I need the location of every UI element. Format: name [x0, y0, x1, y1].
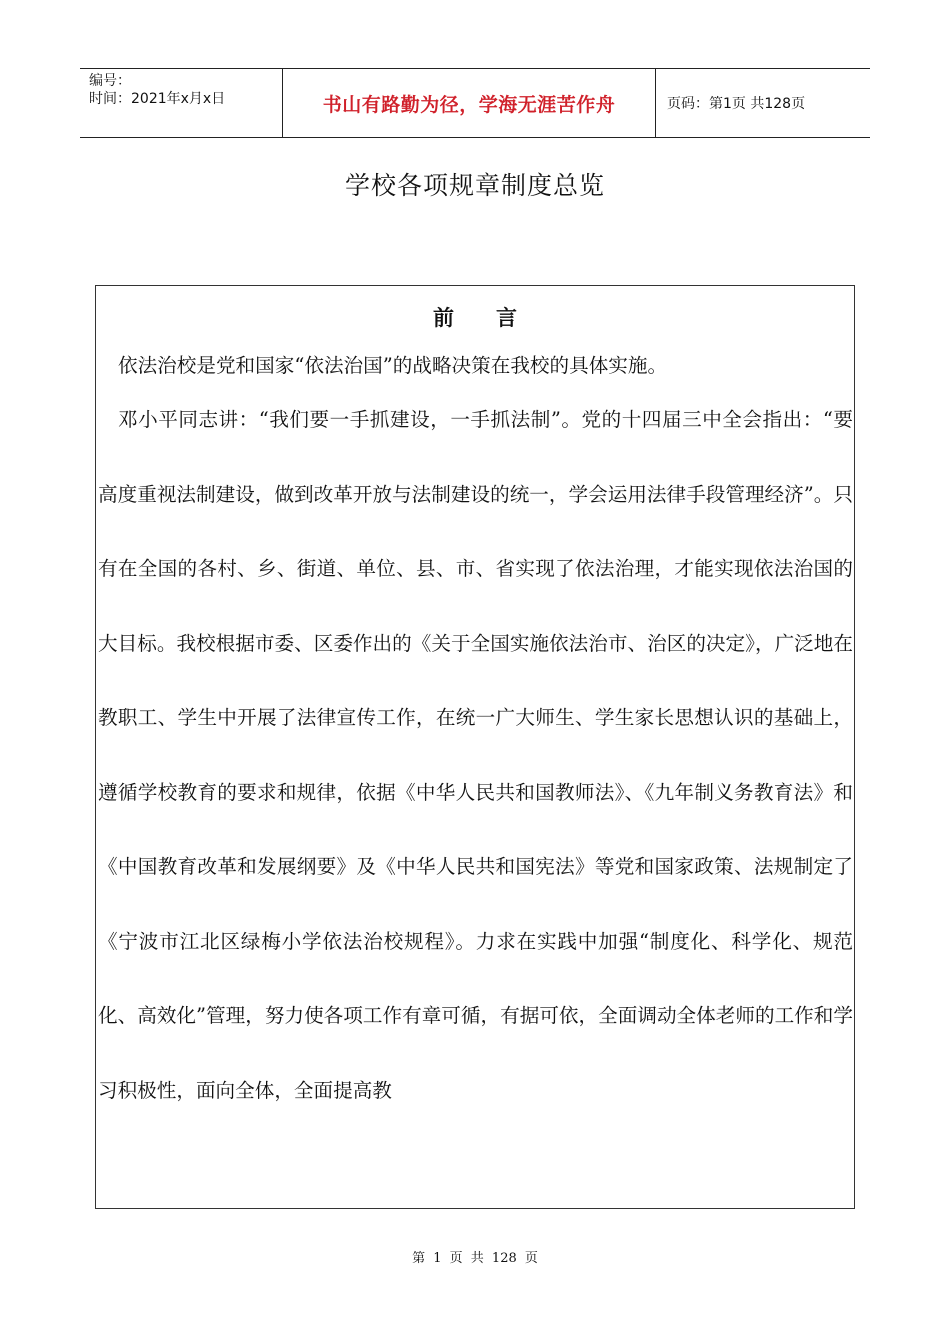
paragraph-1: 依法治校是党和国家“依法治国”的战略决策在我校的具体实施。: [118, 354, 668, 377]
paragraph-2: 邓小平同志讲：“我们要一手抓建设，一手抓法制”。党的十四届三中全会指出：“要高度重视法制建设，做到改革开放与法制建设的统一，学会运用法律手段管理经济”。只有在全国的各村、乡、街道、单位、县、市、省实现了依法治理，才能实现依法治国的大目标。我校根据市委、区委作出的《关于全国实施依法治市、治区的决定》，广泛地在教职工、学生中开展了法律宣传工作，在统一广大师生、学生家长思想认识的基础上，遵循学校教育的要求和规律，依据《中华人民共和国教师法》、《九年制义务教育法》和《中国教育改革和发展纲要》及《中华人民共和国宪法》等党和国家政策、法规制定了《宁波市江北区绿梅小学依法治校规程》。力求在实践中加强“制度化、科学化、规范化、高效化”管理，努力使各项工作有章可循，有据可依，全面调动全体老师的工作和学习积极性，面向全体，全面提高教: [98, 408, 853, 1102]
page-header: [80, 68, 870, 138]
section-heading: 前言: [433, 306, 559, 330]
header-meta: [80, 69, 283, 137]
document-title: 学校各项规章制度总览: [344, 171, 605, 200]
number-label: 编号：: [89, 73, 131, 89]
header-motto: 书山有路勤为径，学海无涯苦作舟: [283, 69, 656, 137]
page-footer: 第 1 页 共 128 页: [412, 1251, 538, 1266]
content-box: [95, 285, 855, 1209]
date-label: 时间：2021年x月x日: [89, 91, 226, 107]
header-page-info: 页码：第1页 共128页: [667, 96, 806, 112]
